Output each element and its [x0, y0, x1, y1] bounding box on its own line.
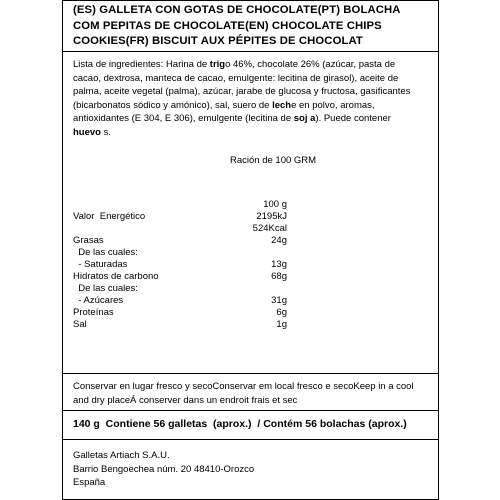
nutrient-value: 13g [271, 259, 287, 270]
nutrient-name: De las cuales: [73, 247, 138, 258]
nutrition-label [62, 0, 439, 500]
allergen-text: huevo [73, 126, 101, 138]
title-line: COM PEPITAS DE CHOCOLATE(EN) CHOCOLATE CHIPS [73, 19, 382, 32]
allergen-text: trig [209, 59, 226, 70]
nutrition-row [73, 319, 428, 331]
divider [63, 51, 438, 52]
ingredients-text: e en polvo, aromas, antioxidantes (E 304, E 306), emulgente (lecitina de [73, 99, 375, 125]
ingredients-text: o 46%, chocolate 26% (azúcar, pasta de cacao, dextrosa, manteca de cacao, emulgente: lecitina de girasol), aceite de palma, aceite vegetal (palma), azúcar, jarabe de glucosa y fructosa, gasificantes (bicarbonatos sódico y amónico), sal, suero de [73, 59, 411, 111]
company-line: Barrio Bengoechea núm. 20 48410-Orozco [73, 463, 255, 475]
nutrient-name: Valor Energético [73, 211, 146, 222]
divider [63, 373, 438, 374]
product-title [73, 3, 433, 50]
allergen-text: soj a [293, 113, 316, 125]
storage-instructions: Conservar en lugar fresco y secoConservar em local fresco e secoKeep in a cool and dry placeÁ conserver dans un endroit frais et sec [73, 381, 414, 406]
nutrient-name: Grasas [73, 235, 104, 246]
nutrient-name: - Azúcares [73, 295, 124, 306]
nutrition-row [73, 307, 428, 319]
allergen-text: lech [272, 99, 292, 111]
nutrient-value: 2195kJ [256, 211, 287, 222]
nutrition-row [73, 199, 428, 211]
ingredients-list [73, 58, 418, 140]
title-line: COOKIES(FR) BISCUIT AUX PÉPITES DE CHOCOLAT [73, 35, 363, 47]
divider [63, 439, 438, 440]
nutrition-row [73, 295, 428, 307]
nutrient-value: 68g [271, 271, 287, 282]
top-border [63, 0, 438, 1]
nutrient-name: Sal [73, 319, 87, 330]
ingredients-text: ). Puede contener [315, 113, 391, 125]
nutrient-name: Proteínas [73, 307, 114, 318]
nutrition-row [73, 271, 428, 283]
ingredients-text: Lista de ingredientes: Harina de [73, 59, 210, 70]
nutrient-value: 24g [271, 235, 287, 246]
nutrient-value: 1g [276, 319, 287, 330]
nutrient-value: 6g [276, 307, 287, 318]
nutrient-value: 31g [271, 295, 287, 306]
ingredients-text: s. [100, 126, 112, 138]
nutrient-value: 100 g [263, 199, 287, 210]
nutrient-value: 524Kcal [252, 223, 287, 234]
title-line: (ES) GALLETA CON GOTAS DE CHOCOLATE(PT) BOLACHA [73, 4, 401, 16]
net-weight: 140 g Contiene 56 galletas (aprox.) / Contém 56 bolachas (aprox.) [73, 418, 407, 430]
company-info [73, 449, 254, 490]
divider [63, 410, 438, 411]
nutrition-row [73, 235, 428, 247]
nutrition-row [73, 259, 428, 271]
nutrient-name: - Saturadas [73, 259, 128, 270]
nutrition-row [73, 247, 428, 259]
nutrition-row [73, 223, 428, 235]
company-line: España [73, 477, 106, 489]
portion-heading: Ración de 100 GRM [230, 155, 317, 166]
nutrition-row [73, 283, 428, 295]
nutrition-row [73, 211, 428, 223]
nutrient-name: Hidratos de carbono [73, 271, 159, 282]
nutrient-name: De las cuales: [73, 283, 138, 294]
company-line: Galletas Artiach S.A.U. [73, 450, 170, 461]
